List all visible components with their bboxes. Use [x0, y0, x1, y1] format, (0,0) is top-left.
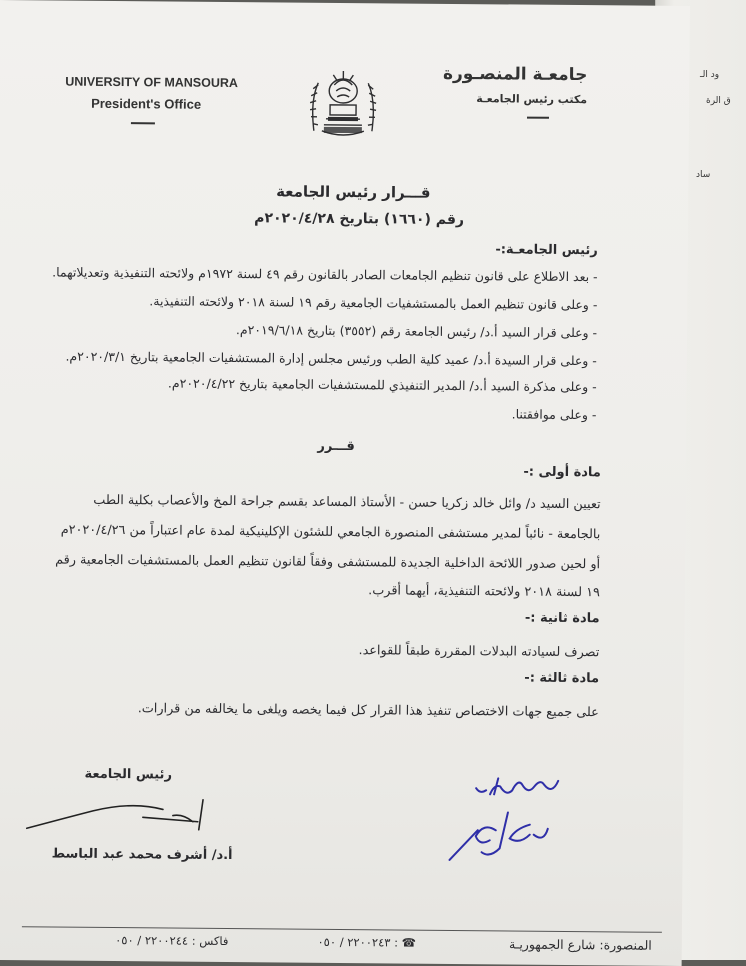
president-label: رئيس الجامعـة:-	[495, 242, 598, 259]
article-2-text: تصرف لسيادته البدلات المقررة طبقاً للقواعد.	[358, 643, 600, 661]
footer-fax: فاكس : ٢٢٠٠٢٤٤ / ٠٥٠	[115, 933, 229, 949]
recital-4: - وعلى قرار السيدة أ.د/ عميد كلية الطب ورئيس مجلس إدارة المستشفيات الجامعية بتاريخ ٢٠٢٠/٣/١م.	[65, 348, 597, 369]
header-underline-en	[131, 122, 155, 124]
handwritten-signature-blue	[437, 774, 568, 875]
decision-title: قـــرار رئيس الجامعة	[276, 182, 431, 202]
article-1-line-4: ١٩ لسنة ٢٠١٨ ولائحته التنفيذية، أيهما أقرب.	[368, 583, 600, 601]
recital-5: - وعلى مذكرة السيد أ.د/ المدير التنفيذي للمستشفيات الجامعية بتاريخ ٢٠٢٠/٤/٢٢م.	[167, 375, 597, 395]
recital-3: - وعلى قرار السيد أ.د/ رئيس الجامعة رقم (٣٥٥٢) بتاريخ ٢٠١٩/٦/١٨م.	[235, 322, 598, 341]
edge-text-2: ق الرة	[706, 96, 731, 106]
footer-rule	[22, 926, 662, 933]
office-name-en: President's Office	[91, 95, 202, 112]
signature-title: رئيس الجامعة	[84, 766, 173, 783]
article-1-line-2: بالجامعة - نائباً لمدير مستشفى المنصورة الجامعي للشئون الإكلينيكية لمدة عام اعتباراً من ٢٠٢٠/٤/٢٦م	[60, 522, 601, 543]
article-2-title: مادة ثانية :-	[524, 610, 600, 627]
recital-6: - وعلى موافقتنا.	[511, 406, 597, 423]
recital-2: - وعلى قانون تنظيم العمل بالمستشفيات الجامعية رقم ١٩ لسنة ٢٠١٨ ولائحته التنفيذية.	[149, 293, 598, 313]
decision-number-date: رقم (١٦٦٠) بتاريخ ٢٠٢٠/٤/٢٨م	[254, 210, 465, 229]
president-signature	[23, 788, 213, 840]
header-underline-ar	[527, 117, 549, 119]
footer-phone: ☎ : ٢٢٠٠٢٤٣ / ٠٥٠	[317, 934, 417, 950]
article-3-title: مادة ثالثة :-	[524, 670, 600, 687]
university-name-en: UNIVERSITY OF MANSOURA	[65, 74, 239, 91]
university-seal-logo	[304, 61, 383, 142]
footer-address: المنصورة: شارع الجمهوريـة	[508, 936, 652, 953]
recital-1: - بعد الاطلاع على قانون تنظيم الجامعات الصادر بالقانون رقم ٤٩ لسنة ١٩٧٢م ولائحته التنفيذية وتعديلاتهما.	[52, 264, 598, 285]
article-1-line-1: تعيين السيد د/ وائل خالد زكريا حسن - الأستاذ المساعد بقسم جراحة المخ والأعصاب بكلية الطب	[93, 492, 601, 513]
president-name: أ.د/ أشرف محمد عبد الباسط	[51, 846, 233, 864]
edge-text-1: ود الـ	[700, 70, 720, 80]
article-1-line-3: أو لحين صدور اللائحة الداخلية الجديدة للمستشفى وفقاً لقانون تنظيم العمل بالمستشفيات الجامعية رقم	[55, 552, 601, 573]
article-1-title: مادة أولى :-	[523, 464, 601, 481]
decides-heading: قـــرر	[317, 438, 355, 455]
university-name-ar: جامعـة المنصـورة	[442, 63, 588, 86]
edge-text-3: ساد	[696, 170, 711, 180]
article-3-text: على جميع جهات الاختصاص تنفيذ هذا القرار كل فيما يخصه ويلغى ما يخالفه من قرارات.	[137, 701, 599, 721]
office-name-ar: مكتب رئيس الجامعـة	[476, 92, 588, 107]
